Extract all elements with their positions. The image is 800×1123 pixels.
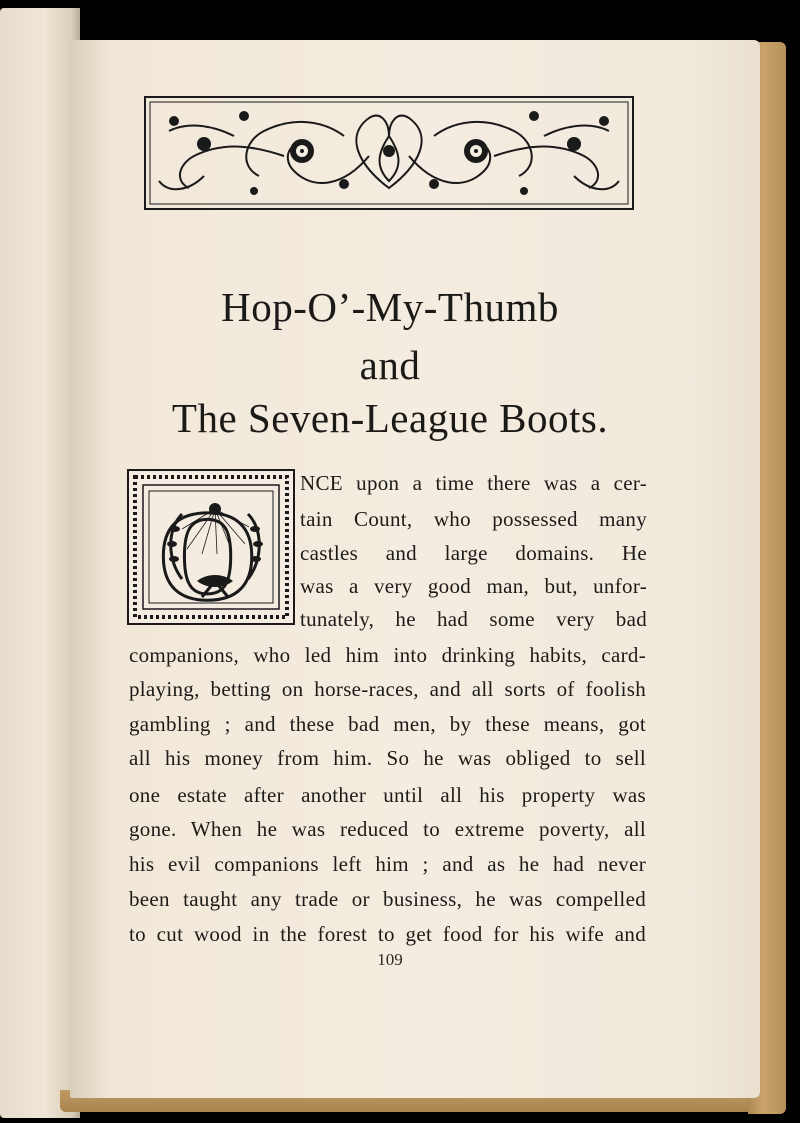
story-title-line-2: and (359, 342, 421, 388)
body-line: tain Count, who possessed many (300, 507, 647, 531)
previous-page-edge (0, 8, 80, 1118)
body-line: castles and large domains. He (300, 541, 647, 565)
story-title-line-1: Hop-O’-My-Thumb (221, 284, 559, 330)
body-line: been taught any trade or business, he was compelled (129, 887, 646, 911)
body-line: gone. When he was reduced to extreme poverty, all (129, 817, 646, 841)
story-title-line-3: The Seven-League Boots. (171, 395, 609, 441)
body-line: NCE upon a time there was a cer- (300, 471, 647, 495)
body-line: all his money from him. So he was obliged to sell (129, 746, 646, 770)
body-line: was a very good man, but, unfor- (300, 574, 647, 598)
body-line: companions, who led him into drinking habits, card- (129, 643, 646, 667)
body-line: playing, betting on horse-races, and all sorts of foolish (129, 677, 646, 701)
body-line: to cut wood in the forest to get food for his wife and (129, 922, 646, 946)
decorated-initial-o (127, 469, 295, 625)
drop-cap-letter: O (157, 484, 259, 625)
page-number: 109 (377, 950, 403, 969)
body-line: gambling ; and these bad men, by these means, got (129, 712, 646, 736)
body-line: one estate after another until all his property was (129, 783, 646, 807)
body-line: his evil companions left him ; and as he had never (129, 852, 646, 876)
body-line: tunately, he had some very bad (300, 607, 647, 631)
floral-headpiece-ornament (144, 96, 634, 210)
